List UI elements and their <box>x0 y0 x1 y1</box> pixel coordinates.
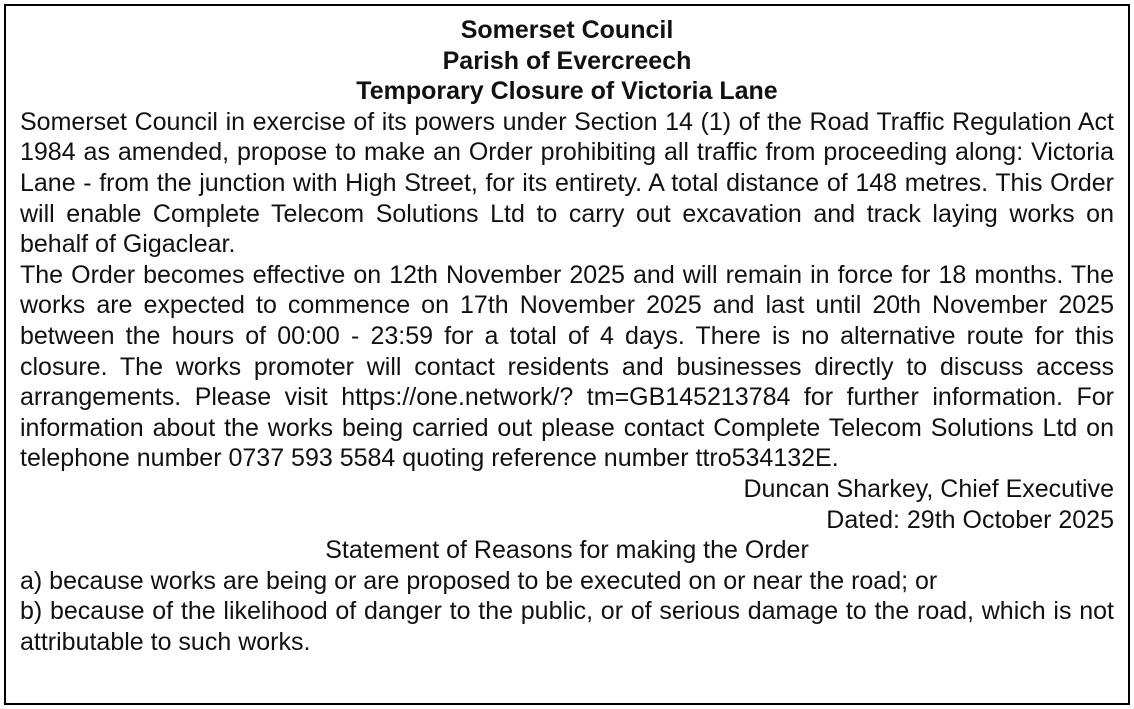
reason-b: b) because of the likelihood of danger to the public, or of serious damage to the road, which is not attributable to such works. <box>20 597 1114 656</box>
reasons-heading: Statement of Reasons for making the Order <box>325 536 809 565</box>
notice-title: Temporary Closure of Victoria Lane <box>356 77 778 106</box>
notice-date: Dated: 29th October 2025 <box>826 505 1114 534</box>
signatory: Duncan Sharkey, Chief Executive <box>743 474 1114 503</box>
reason-a: a) because works are being or are proposed to be executed on or near the road; or <box>20 566 938 595</box>
parish-name: Parish of Evercreech <box>442 46 692 75</box>
notice-paragraph-order: Somerset Council in exercise of its powers under Section 14 (1) of the Road Traffic Regulation Act 1984 as amended, propose to make an Order prohibiting all traffic from proceeding along: Victoria Lane - from the junction with High Street, for its entirety. A total distance of 148 metres. This Order will enable Complete Telecom Solutions Ltd to carry out excavation and track laying works on behalf of Gigaclear. <box>20 107 1114 259</box>
public-notice <box>4 4 1130 705</box>
notice-paragraph-details: The Order becomes effective on 12th November 2025 and will remain in force for 18 months. The works are expected to commence on 17th November 2025 and last until 20th November 2025 between the hours of 00:00 - 23:59 for a total of 4 days. There is no alternative route for this closure. The works promoter will contact residents and businesses directly to discuss access arrangements. Please visit https://one.network/? tm=GB145213784 for further information. For information about the works being carried out please contact Complete Telecom Solutions Ltd on telephone number 0737 593 5584 quoting reference number ttro534132E. <box>20 260 1114 473</box>
council-name: Somerset Council <box>460 16 674 44</box>
